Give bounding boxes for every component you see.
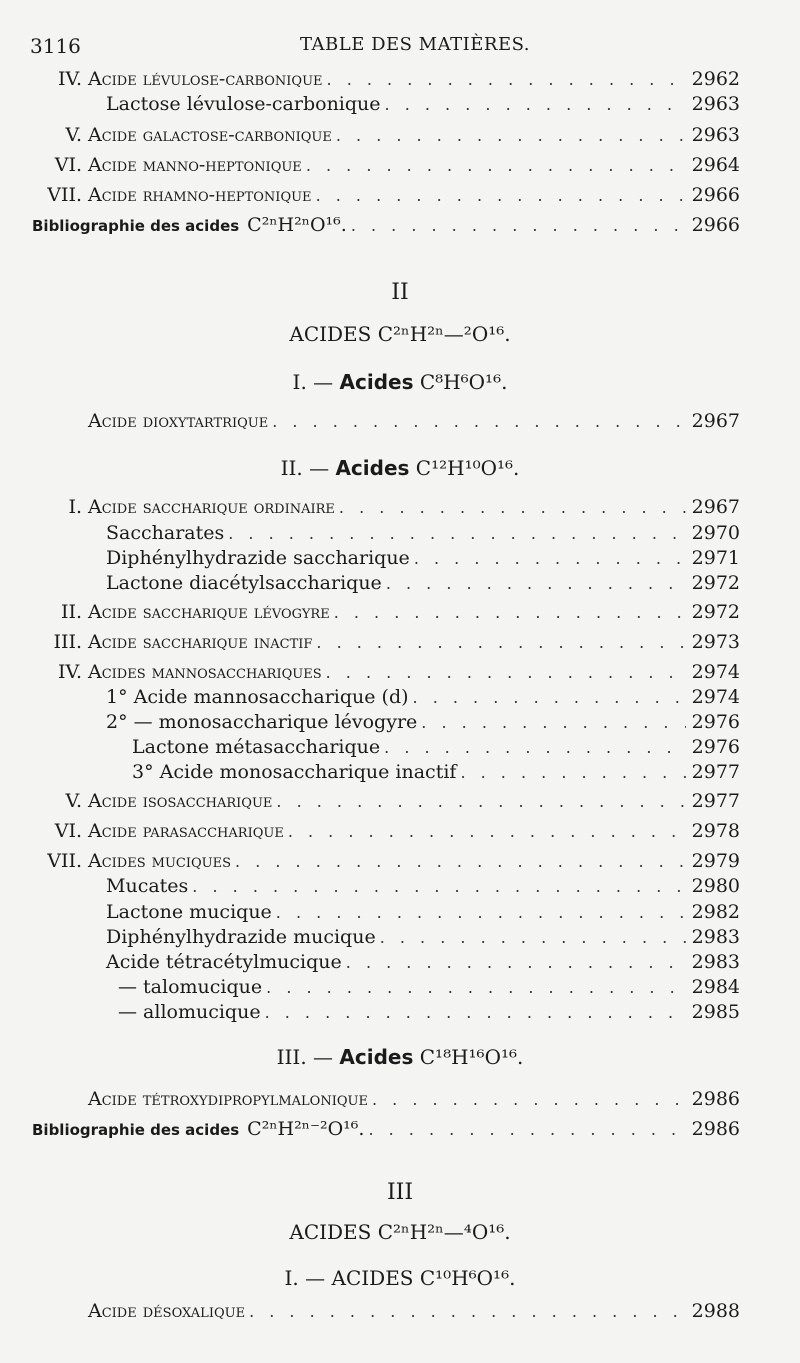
entry-label: — allomucique: [118, 1001, 261, 1023]
entry-number: VII.: [47, 850, 82, 872]
subsection-formula: C¹⁸H¹⁶O¹⁶.: [419, 1045, 524, 1069]
toc-entry: [30, 820, 740, 848]
entry-page: 2986: [691, 1118, 740, 1140]
entry-label: Acide rhamno-heptonique: [88, 184, 312, 206]
bibliography-entry: [32, 214, 740, 242]
entry-page: 2984: [691, 976, 740, 998]
entry-label: — talomucique: [118, 976, 263, 998]
dot-leader: [384, 738, 686, 757]
entry-page: 2988: [691, 1300, 740, 1322]
entry-number: V.: [65, 790, 82, 812]
entry-label: Diphénylhydrazide mucique: [106, 926, 376, 948]
dot-leader: [327, 70, 686, 89]
subsection-word: ACIDES: [331, 1266, 414, 1290]
dot-leader: [316, 186, 686, 205]
toc-entry: [30, 496, 740, 524]
toc-entry: [30, 1300, 740, 1328]
entry-number: III.: [53, 631, 82, 653]
toc-entry: [30, 154, 740, 182]
subsection-heading: [0, 456, 800, 480]
entry-label: Lactone diacétylsaccharique: [106, 572, 382, 594]
dot-leader: [266, 978, 686, 997]
subsection-heading: [0, 1045, 800, 1069]
entry-number: IV.: [58, 661, 82, 683]
entry-page: 2963: [691, 93, 740, 115]
entry-page: 2982: [691, 901, 740, 923]
bibliography-entry: [32, 1118, 740, 1146]
dot-leader: [339, 498, 686, 517]
entry-label: Saccharates: [106, 522, 225, 544]
entry-page: 2986: [691, 1088, 740, 1110]
toc-entry: [30, 976, 740, 1004]
dot-leader: [265, 1003, 686, 1022]
entry-page: 2964: [691, 154, 740, 176]
dot-leader: [249, 1302, 686, 1321]
toc-entry: [30, 1088, 740, 1116]
entry-label: Acide saccharique inactif: [88, 631, 313, 653]
entry-page: 2976: [691, 711, 740, 733]
entry-page: 2977: [691, 761, 740, 783]
entry-page: 2983: [691, 926, 740, 948]
entry-label: Acide tétroxydipropylmalonique: [88, 1088, 368, 1110]
dot-leader: [385, 95, 686, 114]
entry-label: Acide manno-heptonique: [88, 154, 302, 176]
toc-entry: [30, 410, 740, 438]
dot-leader: [192, 877, 685, 896]
entry-page: 2974: [691, 686, 740, 708]
toc-entry: [30, 790, 740, 818]
entry-page: 2963: [691, 124, 740, 146]
bibliography-label: Bibliographie des acides: [32, 1121, 240, 1139]
entry-label: Acide saccharique ordinaire: [88, 496, 335, 518]
toc-entry: [30, 850, 740, 878]
dot-leader: [368, 1120, 685, 1139]
dot-leader: [346, 953, 686, 972]
entry-label: Acide parasaccharique: [88, 820, 284, 842]
toc-entry: [30, 686, 740, 714]
entry-label: Acide isosaccharique: [88, 790, 273, 812]
subsection-number: I. —: [284, 1266, 326, 1290]
entry-page: 2971: [691, 547, 740, 569]
toc-entry: [30, 711, 740, 739]
entry-label: Lactose lévulose-carbonique: [106, 93, 381, 115]
section-number: III: [386, 1180, 414, 1205]
entry-page: 2967: [691, 410, 740, 432]
entry-label: Lactone métasaccharique: [132, 736, 381, 758]
bibliography-formula: C²ⁿH²ⁿO¹⁶.: [247, 214, 347, 236]
subsection-formula: C¹⁰H⁶O¹⁶.: [419, 1266, 516, 1290]
entry-label: Acide dioxytartrique: [88, 410, 269, 432]
toc-entry: [30, 901, 740, 929]
toc-entry: [30, 761, 740, 789]
entry-label: Acide lévulose-carbonique: [88, 68, 323, 90]
toc-entry: [30, 736, 740, 764]
entry-label: Diphénylhydrazide saccharique: [106, 547, 410, 569]
entry-page: 2978: [691, 820, 740, 842]
dot-leader: [380, 928, 686, 947]
entry-number: VI.: [54, 154, 82, 176]
entry-page: 2977: [691, 790, 740, 812]
entry-label: 1° Acide mannosaccharique (d): [106, 686, 409, 708]
section-heading: ACIDES C²ⁿH²ⁿ—²O¹⁶.: [289, 322, 511, 346]
entry-page: 2980: [691, 875, 740, 897]
entry-page: 2979: [691, 850, 740, 872]
dot-leader: [460, 763, 685, 782]
entry-page: 2972: [691, 572, 740, 594]
dot-leader: [228, 524, 685, 543]
entry-number: VI.: [54, 820, 82, 842]
entry-label: Acide galactose-carbonique: [88, 124, 332, 146]
entry-number: V.: [65, 124, 82, 146]
dot-leader: [413, 688, 686, 707]
toc-entry: [30, 522, 740, 550]
dot-leader: [372, 1090, 686, 1109]
subsection-word: Acides: [335, 456, 410, 480]
dot-leader: [326, 663, 686, 682]
entry-label: 3° Acide monosaccharique inactif: [132, 761, 457, 783]
subsection-number: II. —: [280, 456, 330, 480]
entry-page: 2972: [691, 601, 740, 623]
entry-label: Acide tétracétylmucique: [106, 951, 342, 973]
entry-number: II.: [60, 601, 82, 623]
dot-leader: [351, 216, 686, 235]
subsection-word: Acides: [339, 370, 414, 394]
dot-leader: [272, 412, 685, 431]
page-title: TABLE DES MATIÈRES.: [300, 34, 530, 55]
entry-page: 2966: [691, 184, 740, 206]
bibliography-formula: C²ⁿH²ⁿ⁻²O¹⁶.: [247, 1118, 365, 1140]
bibliography-label: Bibliographie des acides: [32, 217, 240, 235]
toc-entry: [30, 547, 740, 575]
subsection-formula: C⁸H⁶O¹⁶.: [419, 370, 508, 394]
toc-entry: [30, 926, 740, 954]
dot-leader: [276, 903, 686, 922]
toc-entry: [30, 68, 740, 96]
entry-page: 2974: [691, 661, 740, 683]
section-heading: ACIDES C²ⁿH²ⁿ—⁴O¹⁶.: [289, 1220, 511, 1244]
entry-number: IV.: [58, 68, 82, 90]
subsection-heading: [0, 370, 800, 394]
entry-page: 2983: [691, 951, 740, 973]
dot-leader: [386, 574, 686, 593]
toc-entry: [30, 951, 740, 979]
dot-leader: [336, 126, 686, 145]
toc-entry: [30, 631, 740, 659]
entry-number: VII.: [47, 184, 82, 206]
toc-entry: [30, 601, 740, 629]
toc-entry: [30, 875, 740, 903]
dot-leader: [414, 549, 686, 568]
subsection-number: I. —: [292, 370, 334, 394]
subsection-number: III. —: [276, 1045, 334, 1069]
entry-label: Acide saccharique lévogyre: [88, 601, 330, 623]
dot-leader: [334, 603, 686, 622]
subsection-formula: C¹²H¹⁰O¹⁶.: [415, 456, 520, 480]
entry-label: Acides mannosacchariques: [88, 661, 322, 683]
entry-page: 2962: [691, 68, 740, 90]
entry-page: 2985: [691, 1001, 740, 1023]
entry-label: Acide désoxalique: [88, 1300, 246, 1322]
dot-leader: [235, 852, 686, 871]
dot-leader: [316, 633, 685, 652]
toc-entry: [30, 184, 740, 212]
subsection-word: Acides: [339, 1045, 414, 1069]
toc-entry: [30, 572, 740, 600]
entry-label: Acides muciques: [88, 850, 232, 872]
entry-page: 2967: [691, 496, 740, 518]
entry-label: 2° — monosaccharique lévogyre: [106, 711, 418, 733]
page-header: [0, 34, 800, 60]
toc-entry: [30, 124, 740, 152]
entry-number: I.: [68, 496, 82, 518]
dot-leader: [421, 713, 685, 732]
entry-page: 2973: [691, 631, 740, 653]
entry-page: 2976: [691, 736, 740, 758]
dot-leader: [276, 792, 685, 811]
page-number: 3116: [30, 34, 81, 58]
toc-entry: [30, 1001, 740, 1029]
entry-page: 2966: [691, 214, 740, 236]
entry-label: Lactone mucique: [106, 901, 272, 923]
dot-leader: [306, 156, 686, 175]
entry-page: 2970: [691, 522, 740, 544]
toc-entry: [30, 93, 740, 121]
entry-label: Mucates: [106, 875, 189, 897]
section-number: II: [391, 280, 409, 305]
toc-entry: [30, 661, 740, 689]
dot-leader: [288, 822, 686, 841]
subsection-heading: [0, 1266, 800, 1290]
